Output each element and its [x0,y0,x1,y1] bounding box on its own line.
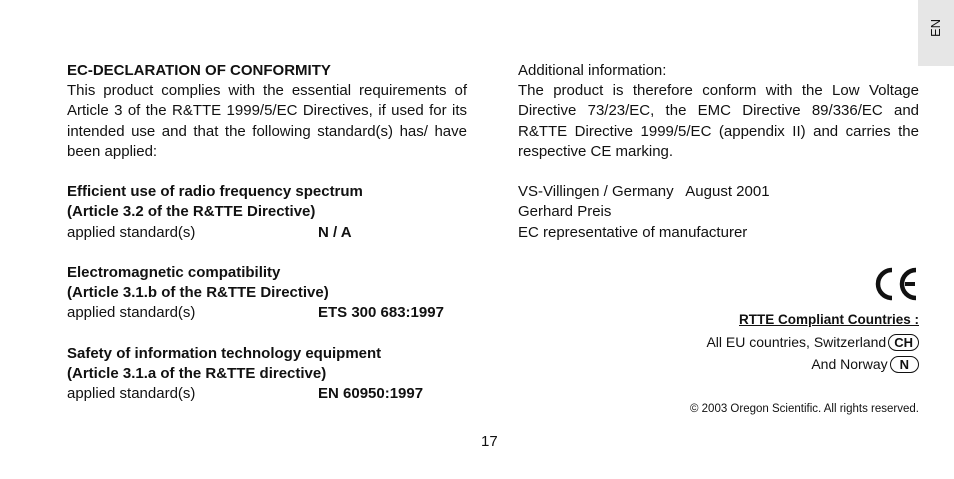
standard-value: ETS 300 683:1997 [318,304,444,322]
copyright-notice: © 2003 Oregon Scientific. All rights reserved. [689,403,919,415]
section-subheading: (Article 3.1.a of the R&TTE directive) [67,364,327,382]
standard-value: N / A [318,223,352,241]
standard-row [67,384,467,404]
standard-label: applied standard(s) [67,223,196,241]
rtte-compliance [706,309,919,375]
section-heading: Safety of information technology equipment [67,344,382,362]
standard-label: applied standard(s) [67,304,196,322]
country-badge-n: N [890,356,919,373]
ce-mark-icon [872,266,919,302]
standard-row [67,223,467,243]
section-subheading: (Article 3.1.b of the R&TTE Directive) [67,284,329,302]
language-tab-label: EN [928,18,943,37]
section-heading: Efficient use of radio frequency spectrum [67,183,363,201]
section-subheading: (Article 3.2 of the R&TTE Directive) [67,203,316,221]
standard-value: EN 60950:1997 [318,385,424,403]
left-column [67,61,467,404]
right-column [518,61,919,243]
section-heading: Electromagnetic compatibility [67,263,281,281]
place-date: VS-Villingen / Germany August 2001 [518,183,770,201]
rtte-line-text: And Norway [811,356,888,372]
rtte-title: RTTE Compliant Countries : [739,312,919,327]
language-tab [918,0,954,66]
standard-row [67,303,467,323]
standard-label: applied standard(s) [67,385,196,403]
rtte-line-eu [706,331,919,353]
page-number: 17 [481,433,498,450]
rtte-line-norway [706,353,919,375]
section-radio-spectrum [67,182,467,243]
representative-role: EC representative of manufacturer [518,223,748,241]
section-emc [67,263,467,324]
additional-info-text: The product is therefore conform with the Low Voltage Directive 73/23/EC, the EMC Directive 89/336/EC and R&TTE Directive 1999/5/EC (appendix II) and carries the respective CE marking. [518,82,919,160]
section-safety [67,344,467,405]
declaration-title: EC-DECLARATION OF CONFORMITY [67,62,331,79]
country-badge-ch: CH [888,334,919,351]
additional-info-label: Additional information: [518,62,667,79]
declaration-intro: This product complies with the essential requirements of Article 3 of the R&TTE 1999/5/EC Directives, if used for its intended use and that the following standard(s) has/ have been applied: [67,82,467,160]
representative-name: Gerhard Preis [518,203,612,221]
rtte-line-text: All EU countries, Switzerland [706,334,887,350]
